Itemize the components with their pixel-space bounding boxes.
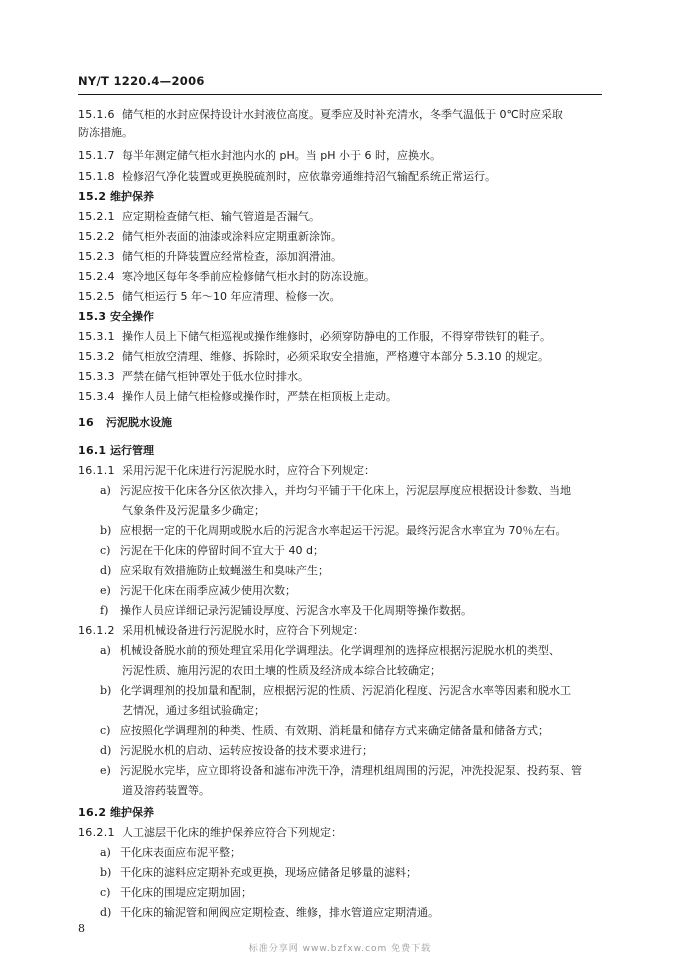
clause-text: 寒冷地区每年冬季前应检修储气柜水封的防冻设施。 <box>122 270 375 283</box>
clause-15-2-1 <box>78 208 602 226</box>
list-item-text: 干化床的围堤应定期加固； <box>120 886 252 899</box>
list-item-b-cont: 艺情况，通过多组试验确定； <box>122 704 265 717</box>
clause-16-1-2 <box>78 622 602 640</box>
section-number: 16.1 <box>78 444 107 457</box>
list-item-d <box>100 904 602 922</box>
list-item-f <box>100 602 602 620</box>
list-item-b <box>100 682 602 700</box>
clause-15-3-3 <box>78 368 602 386</box>
list-item-a <box>100 642 602 660</box>
clause-text: 储气柜放空清理、维修、拆除时，必须采取安全措施，严格遵守本部分 5.3.10 的规定。 <box>122 350 549 363</box>
list-item-text: 操作人员应详细记录污泥铺设厚度、污泥含水率及干化周期等操作数据。 <box>120 604 472 617</box>
clause-text: 操作人员上下储气柜巡视或操作维修时，必须穿防静电的工作服，不得穿带铁钉的鞋子。 <box>122 330 551 343</box>
list-item-c <box>100 542 602 560</box>
clause-text: 每半年测定储气柜水封池内水的 pH。当 pH 小于 6 时，应换水。 <box>122 149 441 162</box>
list-item-text: 干化床表面应布泥平整； <box>120 846 241 859</box>
section-heading-16-2 <box>78 804 602 822</box>
clause-15-2-4 <box>78 268 602 286</box>
clause-number: 15.3.1 <box>78 330 115 343</box>
section-title: 运行管理 <box>110 444 154 457</box>
clause-number: 15.1.8 <box>78 170 115 183</box>
chapter-title: 污泥脱水设施 <box>106 416 172 429</box>
list-item-e <box>100 582 602 600</box>
page-number: 8 <box>78 922 85 935</box>
list-marker: a) <box>100 846 111 859</box>
list-item-a-cont: 污泥性质、施用污泥的农田土壤的性质及经济成本综合比较确定； <box>122 664 441 677</box>
clause-number: 15.2.4 <box>78 270 115 283</box>
list-item-text: 干化床的输泥管和闸阀应定期检查、维修，排水管道应定期清通。 <box>120 906 439 919</box>
clause-text: 操作人员上储气柜检修或操作时，严禁在柜顶板上走动。 <box>122 390 397 403</box>
list-item-d <box>100 562 602 580</box>
list-item-text: 干化床的滤料应定期补充或更换，现场应储备足够量的滤料； <box>120 866 417 879</box>
clause-number: 15.1.7 <box>78 149 115 162</box>
section-heading-16-1 <box>78 442 602 460</box>
clause-text: 采用污泥干化床进行污泥脱水时，应符合下列规定： <box>122 464 375 477</box>
clause-number: 16.2.1 <box>78 826 115 839</box>
list-item-text: 污泥应按干化床各分区依次排入，并均匀平铺于干化床上，污泥层厚度应根据设计参数、当地 <box>120 484 571 497</box>
clause-number: 15.1.6 <box>78 108 115 121</box>
clause-15-1-8 <box>78 168 602 186</box>
clause-text: 储气柜外表面的油漆或涂料应定期重新涂饰。 <box>122 230 342 243</box>
standard-code-header: NY/T 1220.4—2006 <box>78 74 205 88</box>
list-marker: e) <box>100 764 111 777</box>
list-item-d <box>100 742 602 760</box>
clause-number: 15.2.5 <box>78 290 115 303</box>
clause-text: 检修沼气净化装置或更换脱硫剂时，应依靠旁通维持沼气输配系统正常运行。 <box>122 170 496 183</box>
list-item-text: 应根据一定的干化周期或脱水后的污泥含水率起运干污泥。最终污泥含水率宜为 70％左右。 <box>120 524 567 537</box>
section-heading-15-2 <box>78 188 602 206</box>
clause-number: 15.2.2 <box>78 230 115 243</box>
clause-number: 15.3.4 <box>78 390 115 403</box>
list-item-e <box>100 762 602 780</box>
list-marker: c) <box>100 544 111 557</box>
clause-15-3-4 <box>78 388 602 406</box>
list-item-text: 机械设备脱水前的预处理宜采用化学调理法。化学调理剂的选择应根据污泥脱水机的类型、 <box>120 644 560 657</box>
list-item-c <box>100 884 602 902</box>
section-title: 维护保养 <box>110 190 154 203</box>
list-marker: c) <box>100 724 111 737</box>
list-item-text: 污泥脱水机的启动、运转应按设备的技术要求进行； <box>120 744 373 757</box>
section-number: 15.3 <box>78 310 107 323</box>
clause-text: 储气柜运行 5 年～10 年应清理、检修一次。 <box>122 290 341 303</box>
clause-16-2-1 <box>78 824 602 842</box>
list-marker: c) <box>100 886 111 899</box>
section-title: 维护保养 <box>110 806 154 819</box>
clause-text: 人工滤层干化床的维护保养应符合下列规定： <box>122 826 342 839</box>
clause-15-3-2 <box>78 348 602 366</box>
list-item-text: 污泥在干化床的停留时间不宜大于 40 d； <box>120 544 324 557</box>
clause-number: 16.1.2 <box>78 624 115 637</box>
list-marker: a) <box>100 484 111 497</box>
list-marker: b) <box>100 684 112 697</box>
list-item-b <box>100 864 602 882</box>
list-item-e-cont: 道及溶药装置等。 <box>122 784 210 797</box>
list-item-a <box>100 844 602 862</box>
list-item-c <box>100 722 602 740</box>
list-item-text: 应采取有效措施防止蚊蝇滋生和臭味产生； <box>120 564 329 577</box>
list-item-text: 化学调理剂的投加量和配制，应根据污泥的性质、污泥消化程度、污泥含水率等因素和脱水工 <box>120 684 571 697</box>
list-marker: f) <box>100 604 109 617</box>
clause-15-1-6 <box>78 106 602 124</box>
section-title: 安全操作 <box>110 310 154 323</box>
header-rule <box>78 94 602 95</box>
watermark-text: 标准分享网 www.bzfxw.com 免费下载 <box>248 944 432 954</box>
list-marker: b) <box>100 866 112 879</box>
list-item-a-cont: 气象条件及污泥量多少确定； <box>122 504 265 517</box>
clause-15-2-2 <box>78 228 602 246</box>
clause-text: 应定期检查储气柜、输气管道是否漏气。 <box>122 210 320 223</box>
list-marker: a) <box>100 644 111 657</box>
list-item-text: 污泥脱水完毕，应立即将设备和滤布冲洗干净，清理机组周围的污泥，冲洗投泥泵、投药泵、管 <box>120 764 582 777</box>
section-heading-15-3 <box>78 308 602 326</box>
list-item-text: 应按照化学调理剂的种类、性质、有效期、消耗量和储存方式来确定储备量和储备方式； <box>120 724 549 737</box>
clause-15-1-6-cont: 防冻措施。 <box>78 126 133 139</box>
list-marker: d) <box>100 906 112 919</box>
list-marker: e) <box>100 584 111 597</box>
clause-16-1-1 <box>78 462 602 480</box>
section-number: 15.2 <box>78 190 107 203</box>
list-item-text: 污泥干化床在雨季应减少使用次数； <box>120 584 296 597</box>
clause-15-1-7 <box>78 147 602 165</box>
clause-text: 采用机械设备进行污泥脱水时，应符合下列规定： <box>122 624 364 637</box>
clause-number: 15.3.3 <box>78 370 115 383</box>
clause-15-3-1 <box>78 328 602 346</box>
clause-text: 储气柜的水封应保持设计水封液位高度。夏季应及时补充清水，冬季气温低于 0℃时应采取 <box>122 108 563 121</box>
chapter-number: 16 <box>78 416 94 429</box>
clause-number: 15.2.3 <box>78 250 115 263</box>
clause-text: 严禁在储气柜钟罩处于低水位时排水。 <box>122 370 309 383</box>
list-item-a <box>100 482 602 500</box>
list-marker: d) <box>100 564 112 577</box>
clause-15-2-3 <box>78 248 602 266</box>
clause-text: 储气柜的升降装置应经常检查，添加润滑油。 <box>122 250 342 263</box>
clause-15-2-5 <box>78 288 602 306</box>
clause-number: 15.3.2 <box>78 350 115 363</box>
list-marker: b) <box>100 524 112 537</box>
chapter-heading-16 <box>78 414 602 432</box>
section-number: 16.2 <box>78 806 107 819</box>
list-item-b <box>100 522 602 540</box>
clause-number: 16.1.1 <box>78 464 115 477</box>
clause-number: 15.2.1 <box>78 210 115 223</box>
list-marker: d) <box>100 744 112 757</box>
